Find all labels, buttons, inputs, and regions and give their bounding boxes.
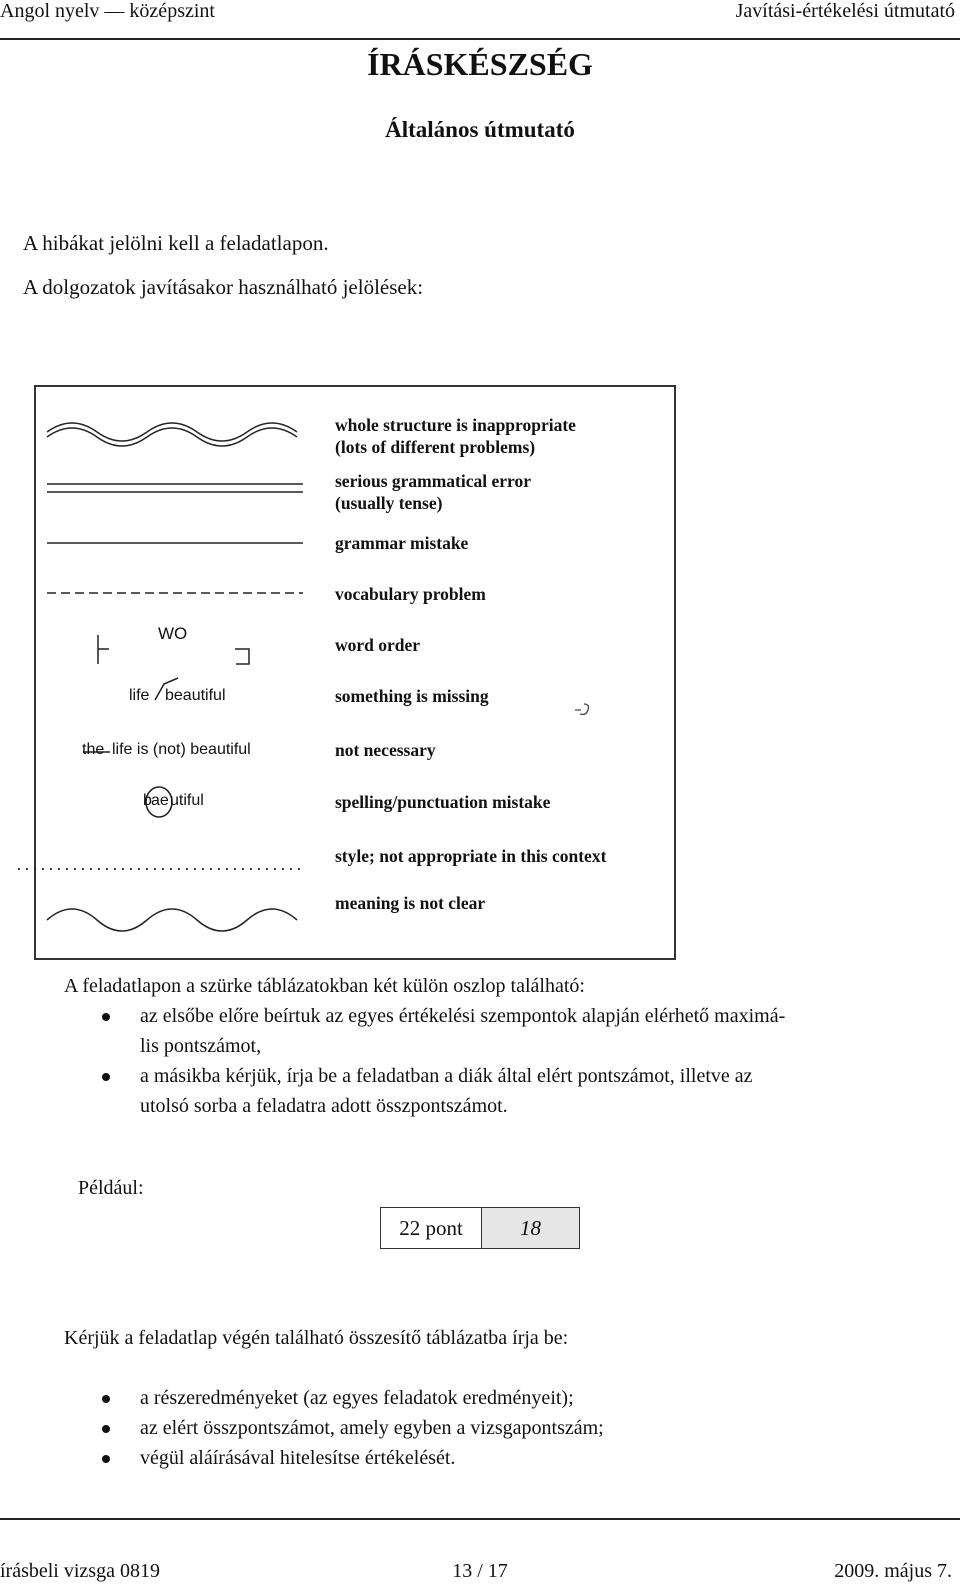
summary-lead: Kérjük a feladatlap végén található összesítő táblázatba írja be: bbox=[64, 1327, 569, 1349]
header-right: Javítási-értékelési útmutató bbox=[735, 0, 955, 22]
footer-page-number: 13 / 17 bbox=[452, 1560, 508, 1582]
legend-text-word-order: word order bbox=[335, 635, 421, 655]
header-left: Angol nyelv — középszint bbox=[0, 0, 215, 22]
legend-text-not-necessary: not necessary bbox=[335, 740, 436, 760]
bullet-dot bbox=[102, 1455, 110, 1463]
bullet-dot bbox=[102, 1425, 110, 1433]
baeutiful-b: b bbox=[143, 792, 152, 809]
wavy-double-mark bbox=[47, 423, 297, 446]
table-note-bullet-2: a másikba kérjük, írja be a feladatban a diák által elért pontszámot, illetve az utolsó sorba a feladatra adott összpontszámot. bbox=[140, 1065, 753, 1117]
baeutiful-ae: ae bbox=[151, 792, 169, 809]
achieved-points-cell: 18 bbox=[482, 1208, 579, 1248]
footer-date: 2009. május 7. bbox=[834, 1560, 952, 1582]
footer-rule bbox=[0, 1518, 960, 1520]
intro-line-1: A hibákat jelölni kell a feladatlapon. bbox=[23, 231, 329, 255]
table-note-bullet-1: az elsőbe előre beírtuk az egyes értékelési szempontok alapján elérhető maximá- lis pontszámot, bbox=[140, 1005, 786, 1057]
wo-right-bracket bbox=[235, 649, 249, 664]
not-necessary-sample: life is (not) beautiful bbox=[112, 741, 251, 758]
wo-sample: WO bbox=[158, 624, 188, 643]
double-underline-mark bbox=[47, 484, 303, 492]
life-sample: life bbox=[129, 687, 150, 704]
the-sample: the bbox=[82, 741, 105, 758]
example-label: Például: bbox=[78, 1177, 144, 1199]
bullet-dot bbox=[102, 1073, 110, 1081]
legend-text-vocabulary: vocabulary problem bbox=[335, 584, 486, 604]
example-score-table bbox=[380, 1207, 580, 1249]
legend-text-missing: something is missing bbox=[335, 686, 489, 706]
page-title: ÍRÁSKÉSZSÉG bbox=[367, 46, 593, 82]
summary-bullet-2: az elért összpontszámot, amely egyben a vizsgapontszám; bbox=[140, 1417, 604, 1439]
summary-bullet-3: végül aláírásával hitelesítse értékelését. bbox=[140, 1447, 456, 1469]
footer-left: írásbeli vizsga 0819 bbox=[0, 1560, 160, 1582]
beautiful-sample: beautiful bbox=[165, 687, 226, 704]
legend-text-style: style; not appropriate in this context bbox=[335, 846, 607, 866]
legend-text-meaning: meaning is not clear bbox=[335, 893, 486, 913]
bullet-dot bbox=[102, 1395, 110, 1403]
legend-text-whole-structure: whole structure is inappropriate (lots of different problems) bbox=[335, 415, 576, 457]
wavy-single-mark bbox=[47, 909, 297, 931]
intro-line-2: A dolgozatok javításakor használható jelölések: bbox=[23, 275, 424, 299]
legend-text-grammar: grammar mistake bbox=[335, 533, 469, 553]
summary-bullet-1: a részeredményeket (az egyes feladatok eredményeit); bbox=[140, 1387, 574, 1409]
max-points-cell: 22 pont bbox=[381, 1208, 482, 1248]
baeutiful-rest: utiful bbox=[170, 792, 204, 809]
wo-left-bracket bbox=[98, 635, 109, 664]
legend-text-serious-error: serious grammatical error (usually tense) bbox=[335, 471, 531, 513]
legend-text-spelling: spelling/punctuation mistake bbox=[335, 792, 551, 812]
table-note-lead: A feladatlapon a szürke táblázatokban két külön oszlop található: bbox=[64, 975, 585, 997]
bullet-dot bbox=[102, 1013, 110, 1021]
page-subtitle: Általános útmutató bbox=[385, 117, 575, 142]
